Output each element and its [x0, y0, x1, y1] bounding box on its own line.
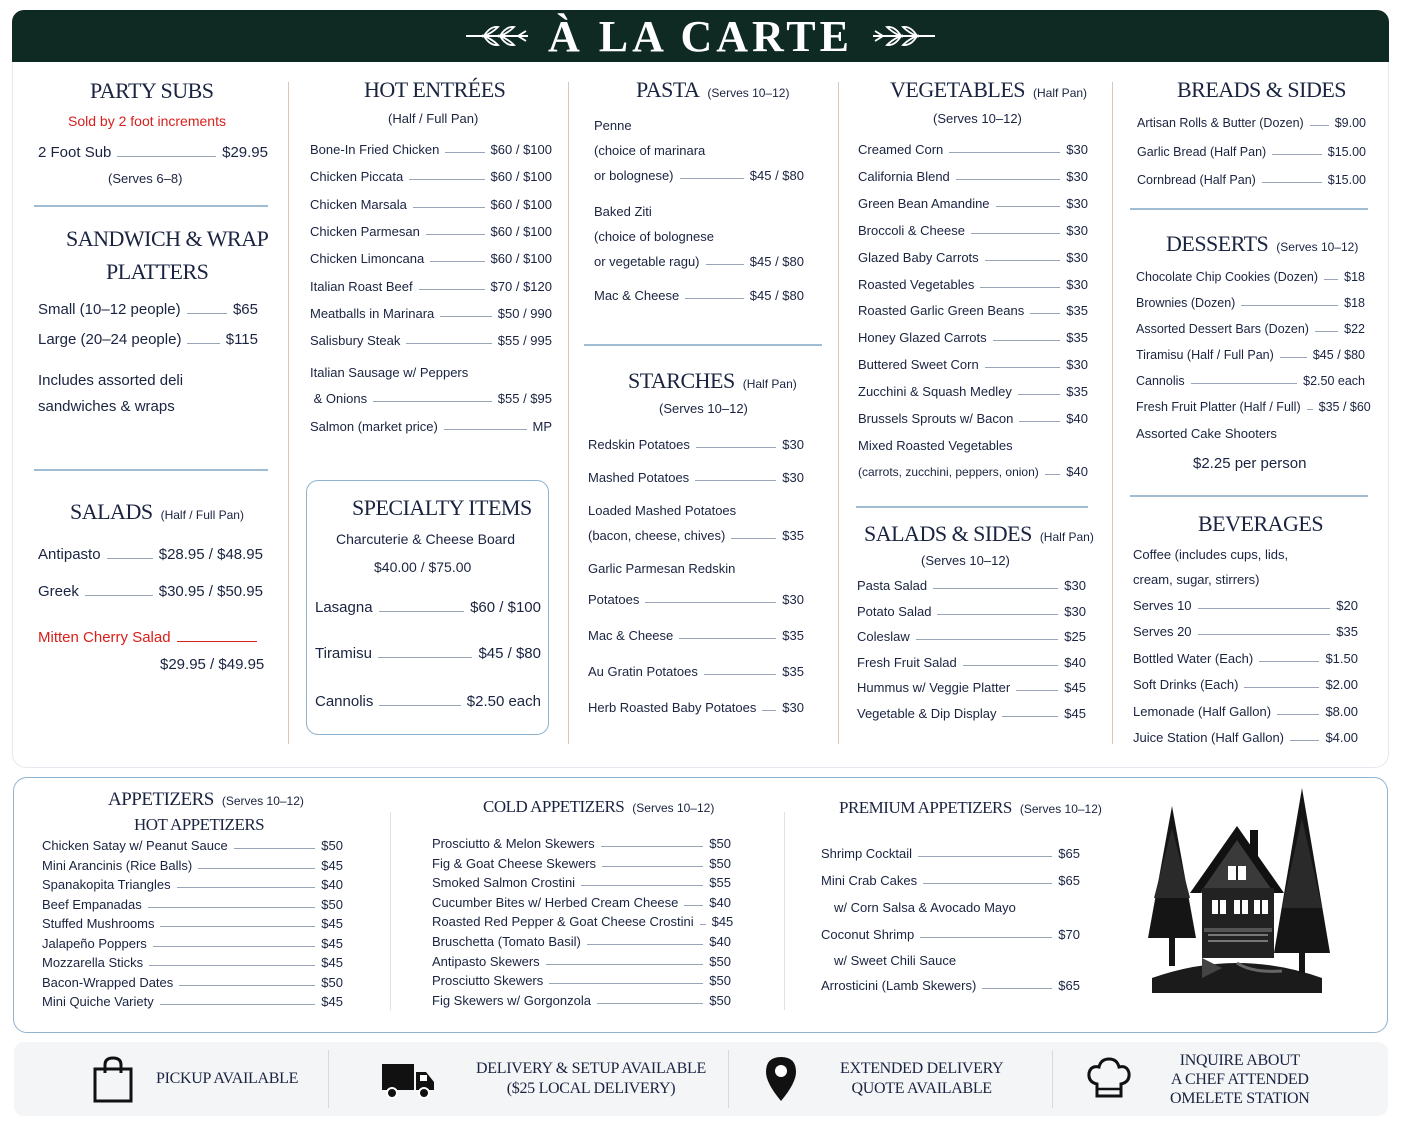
- sandwich-note: Includes assorted deli: [38, 372, 184, 389]
- menu-item: Arrosticini (Lamb Skewers) $65: [821, 978, 1080, 993]
- delivery-info: [380, 1042, 706, 1116]
- cold-appetizers-title: COLD APPETIZERS (Serves 10–12): [483, 797, 715, 816]
- chef-hat-icon: [1086, 1056, 1132, 1102]
- cake-shooters-name: Assorted Cake Shooters: [1136, 426, 1277, 441]
- menu-item: Smoked Salmon Crostini $55: [432, 875, 731, 891]
- menu-item: Glazed Baby Carrots $30: [858, 249, 1088, 265]
- crab-note: w/ Corn Salsa & Avocado Mayo: [834, 900, 1016, 915]
- specialty-title: SPECIALTY ITEMS: [352, 495, 532, 520]
- menu-item: Large (20–24 people) $115: [38, 331, 258, 348]
- menu-item: Hummus w/ Veggie Platter $45: [857, 680, 1086, 696]
- ziti-name: Baked Ziti: [594, 204, 652, 219]
- menu-item: Redskin Potatoes $30: [588, 437, 804, 452]
- menu-item: or bolognese) $45 / $80: [594, 168, 804, 183]
- appetizers-title: APPETIZERS (Serves 10–12): [108, 789, 304, 810]
- pasta-title: PASTA (Serves 10–12): [636, 77, 790, 102]
- menu-item: Bone-In Fried Chicken $60 / $100: [310, 142, 552, 157]
- menu-item: Mini Arancinis (Rice Balls) $45: [42, 857, 343, 873]
- menu-item: Chicken Piccata $60 / $100: [310, 169, 552, 185]
- premium-appetizers-title: PREMIUM APPETIZERS (Serves 10–12): [839, 798, 1102, 817]
- menu-item: Italian Roast Beef $70 / $120: [310, 278, 552, 294]
- menu-item: Fresh Fruit Platter (Half / Full) $35 / $60: [1136, 400, 1371, 414]
- breads-title: BREADS & SIDES: [1177, 77, 1347, 102]
- menu-item: Assorted Dessert Bars (Dozen) $22: [1136, 322, 1365, 336]
- menu-item: Tiramisu $45 / $80: [315, 645, 541, 662]
- menu-item: Cannolis $2.50 each: [315, 693, 541, 710]
- menu-item: Bruschetta (Tomato Basil) $40: [432, 934, 731, 949]
- salads-sides-title: SALADS & SIDES (Half Pan): [864, 521, 1094, 546]
- sandwich-note-2: sandwiches & wraps: [38, 398, 175, 415]
- desserts-title: DESSERTS (Serves 10–12): [1166, 231, 1359, 256]
- pickup-label: PICKUP AVAILABLE: [156, 1070, 299, 1087]
- leaf-sprig-icon: [464, 23, 530, 49]
- menu-item: Chicken Limoncana $60 / $100: [310, 251, 552, 267]
- menu-item: Cannolis $2.50 each: [1136, 374, 1365, 388]
- charcuterie-price: $40.00 / $75.00: [374, 559, 472, 575]
- menu-item: Fresh Fruit Salad $40: [857, 654, 1086, 670]
- menu-item: Lemonade (Half Gallon) $8.00: [1133, 703, 1358, 719]
- menu-item: California Blend $30: [858, 168, 1088, 184]
- hot-appetizers-title: HOT APPETIZERS: [134, 815, 265, 834]
- menu-item-special: Mitten Cherry Salad: [38, 629, 263, 646]
- menu-item: Green Bean Amandine $30: [858, 195, 1088, 211]
- menu-item: Brownies (Dozen) $18: [1136, 296, 1365, 310]
- menu-item: Juice Station (Half Gallon) $4.00: [1133, 730, 1358, 745]
- menu-item: Jalapeño Poppers $45: [42, 935, 343, 951]
- menu-item: Fig & Goat Cheese Skewers $50: [432, 855, 731, 871]
- menu-item: Zucchini & Squash Medley $35: [858, 384, 1088, 400]
- mixed-veg-name: Mixed Roasted Vegetables: [858, 438, 1013, 453]
- penne-desc: (choice of marinara: [594, 143, 706, 158]
- menu-item: Roasted Garlic Green Beans $35: [858, 303, 1088, 319]
- menu-item: Small (10–12 people) $65: [38, 301, 258, 318]
- garlic-name: Garlic Parmesan Redskin: [588, 561, 736, 576]
- menu-item: Roasted Vegetables $30: [858, 276, 1088, 292]
- menu-item: Mozzarella Sticks $45: [42, 955, 343, 970]
- menu-item: Potato Salad $30: [857, 603, 1086, 619]
- starches-title: STARCHES (Half Pan): [628, 368, 797, 393]
- party-subs-note: Sold by 2 foot increments: [68, 113, 226, 129]
- menu-item: Mashed Potatoes $30: [588, 470, 804, 485]
- menu-item: Prosciutto & Melon Skewers $50: [432, 836, 731, 851]
- leaf-sprig-icon: [871, 23, 937, 49]
- menu-item: Cucumber Bites w/ Herbed Cream Cheese $40: [432, 894, 731, 910]
- loaded-name: Loaded Mashed Potatoes: [588, 503, 737, 518]
- salads-special-price: $29.95 / $49.95: [160, 656, 265, 673]
- menu-item: Spanakopita Triangles $40: [42, 877, 343, 892]
- menu-item: Pasta Salad $30: [857, 578, 1086, 593]
- pickup-info: [92, 1042, 298, 1116]
- menu-item: Beef Empanadas $50: [42, 896, 343, 912]
- menu-item: Mac & Cheese $35: [588, 628, 804, 643]
- starches-serves: (Serves 10–12): [659, 401, 748, 416]
- cake-shooters-price: $2.25 per person: [1193, 455, 1307, 472]
- menu-item: Roasted Red Pepper & Goat Cheese Crostini $45: [432, 914, 734, 930]
- beverages-title: BEVERAGES: [1198, 511, 1324, 536]
- ziti-desc: (choice of bolognese: [594, 229, 714, 244]
- menu-item: Chicken Satay w/ Peanut Sauce $50: [42, 838, 343, 853]
- hot-entrees-subtitle: (Half / Full Pan): [388, 111, 479, 126]
- extended-delivery-info: [764, 1042, 1003, 1116]
- menu-item: Herb Roasted Baby Potatoes $30: [588, 700, 804, 715]
- chef-station-info: [1086, 1042, 1310, 1116]
- shopping-bag-icon: [92, 1055, 134, 1103]
- menu-item: Au Gratin Potatoes $35: [588, 664, 804, 679]
- menu-item: Brussels Sprouts w/ Bacon $40: [858, 411, 1088, 426]
- charcuterie-name: Charcuterie & Cheese Board: [336, 531, 515, 547]
- menu-item: Bacon-Wrapped Dates $50: [42, 974, 343, 990]
- menu-item: Mini Crab Cakes $65: [821, 873, 1080, 888]
- menu-item: Coconut Shrimp $70: [821, 927, 1080, 942]
- menu-item: Salmon (market price) MP: [310, 419, 552, 434]
- menu-item: 2 Foot Sub $29.95: [38, 144, 268, 161]
- menu-item: Chicken Parmesan $60 / $100: [310, 223, 552, 239]
- menu-item: Salisbury Steak $55 / 995: [310, 333, 552, 349]
- menu-item: Garlic Bread (Half Pan) $15.00: [1137, 144, 1366, 159]
- cabin-trees-illustration: [1142, 788, 1332, 993]
- coconut-note: w/ Sweet Chili Sauce: [834, 953, 957, 968]
- vegetables-title: VEGETABLES (Half Pan): [890, 77, 1088, 102]
- salads-sides-serves: (Serves 10–12): [921, 553, 1010, 568]
- menu-item: Broccoli & Cheese $30: [858, 222, 1088, 238]
- menu-item: Coleslaw $25: [857, 629, 1086, 645]
- menu-item: Prosciutto Skewers $50: [432, 973, 731, 989]
- menu-item: Vegetable & Dip Display $45: [857, 706, 1086, 721]
- coffee-name: Coffee (includes cups, lids,: [1133, 547, 1289, 562]
- sandwich-title: SANDWICH & WRAP: [66, 226, 269, 251]
- menu-item: Soft Drinks (Each) $2.00: [1133, 677, 1358, 693]
- hot-entrees-title: HOT ENTRÉES: [364, 77, 506, 102]
- vegetables-serves: (Serves 10–12): [933, 111, 1022, 126]
- menu-item: (bacon, cheese, chives) $35: [588, 528, 804, 543]
- map-pin-icon: [764, 1055, 798, 1103]
- extended-delivery-label: EXTENDED DELIVERY QUOTE AVAILABLE: [840, 1060, 1004, 1097]
- sausage-name: Italian Sausage w/ Peppers: [310, 365, 469, 380]
- menu-item: Mini Quiche Variety $45: [42, 994, 343, 1009]
- menu-item: Honey Glazed Carrots $35: [858, 330, 1088, 346]
- menu-item: Bottled Water (Each) $1.50: [1133, 650, 1358, 666]
- menu-item: Shrimp Cocktail $65: [821, 846, 1080, 861]
- menu-item: Serves 20 $35: [1133, 624, 1358, 640]
- penne-name: Penne: [594, 118, 632, 133]
- title-banner: [12, 10, 1389, 62]
- chef-station-label: INQUIRE ABOUT A CHEF ATTENDED OMELETE STATION: [1170, 1051, 1310, 1107]
- menu-item: Meatballs in Marinara $50 / 990: [310, 305, 552, 321]
- menu-item: Potatoes $30: [588, 592, 804, 607]
- party-subs-serves: (Serves 6–8): [108, 171, 183, 186]
- menu-item: & Onions $55 / $95: [310, 391, 552, 406]
- menu-item: Artisan Rolls & Butter (Dozen) $9.00: [1137, 116, 1366, 130]
- menu-item: Creamed Corn $30: [858, 142, 1088, 157]
- menu-item: Buttered Sweet Corn $30: [858, 357, 1088, 373]
- coffee-desc: cream, sugar, stirrers): [1133, 572, 1260, 587]
- delivery-label: DELIVERY & SETUP AVAILABLE ($25 LOCAL DELIVERY): [476, 1060, 706, 1097]
- menu-item: Chocolate Chip Cookies (Dozen) $18: [1136, 270, 1365, 284]
- menu-item: Cornbread (Half Pan) $15.00: [1137, 173, 1366, 187]
- menu-item: Serves 10 $20: [1133, 598, 1358, 613]
- sandwich-title-2: PLATTERS: [106, 259, 209, 284]
- menu-item: Fig Skewers w/ Gorgonzola $50: [432, 992, 731, 1008]
- menu-item: Mac & Cheese $45 / $80: [594, 288, 804, 303]
- page-title: À LA CARTE: [548, 11, 853, 61]
- menu-item: Stuffed Mushrooms $45: [42, 916, 343, 931]
- salads-title: SALADS (Half / Full Pan): [70, 499, 244, 524]
- party-subs-title: PARTY SUBS: [90, 78, 214, 103]
- menu-item: Lasagna $60 / $100: [315, 599, 541, 616]
- menu-item: Chicken Marsala $60 / $100: [310, 196, 552, 212]
- menu-item: or vegetable ragu) $45 / $80: [594, 254, 804, 269]
- delivery-truck-icon: [380, 1058, 436, 1100]
- menu-item: Antipasto $28.95 / $48.95: [38, 546, 263, 563]
- menu-item: Greek $30.95 / $50.95: [38, 583, 263, 600]
- menu-item: Tiramisu (Half / Full Pan) $45 / $80: [1136, 348, 1365, 362]
- menu-item: Antipasto Skewers $50: [432, 953, 731, 969]
- menu-item: (carrots, zucchini, peppers, onion) $40: [858, 464, 1088, 479]
